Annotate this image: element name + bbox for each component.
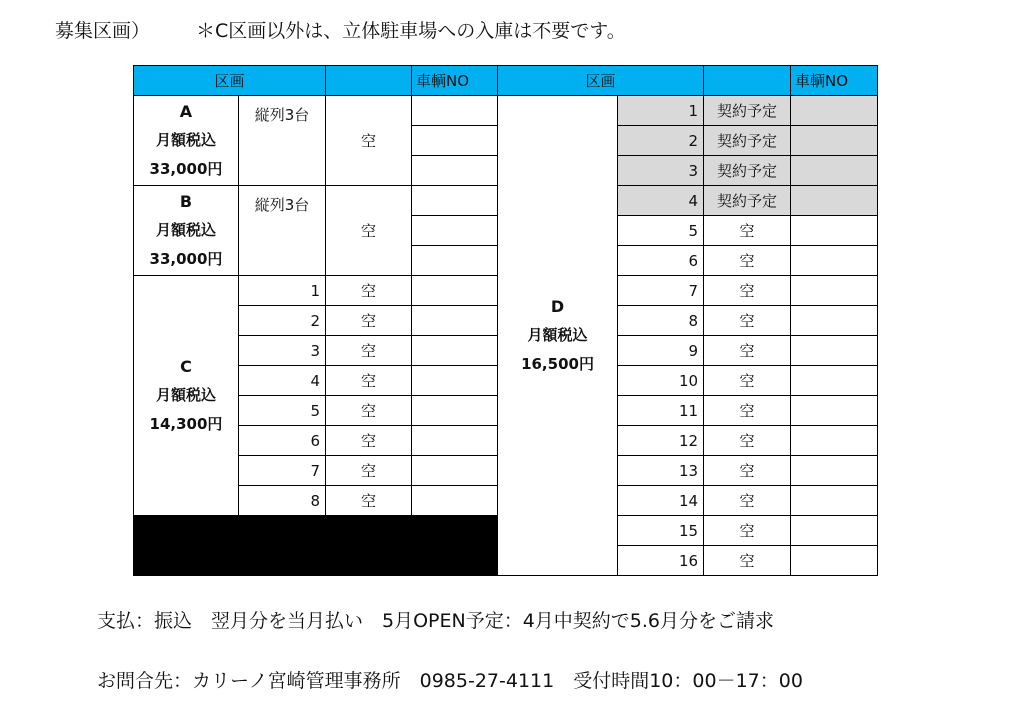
d-slot-status: 契約予定 <box>704 156 791 186</box>
vehicle-no-cell[interactable] <box>412 246 498 276</box>
d-slot-status: 契約予定 <box>704 126 791 156</box>
header-right-vehicle: 車輌NO <box>791 66 878 96</box>
vehicle-no-cell[interactable] <box>791 426 878 456</box>
heading-title: 募集区画） <box>55 20 151 42</box>
blocked-cell <box>412 546 498 576</box>
blocked-cell <box>326 516 412 546</box>
vehicle-no-cell[interactable] <box>791 306 878 336</box>
vehicle-no-cell[interactable] <box>791 456 878 486</box>
header-left-blank <box>326 66 412 96</box>
d-slot-number: 9 <box>618 336 704 366</box>
vehicle-no-cell[interactable] <box>791 366 878 396</box>
section-a-price-label: 月額税込 <box>155 131 216 149</box>
vehicle-no-cell[interactable] <box>791 96 878 126</box>
header-row <box>134 66 878 96</box>
c-slot-status: 空 <box>326 306 412 336</box>
c-slot-status: 空 <box>326 336 412 366</box>
section-b-letter: B <box>179 192 193 211</box>
section-d-price-label: 月額税込 <box>527 326 588 344</box>
blocked-cell <box>134 546 239 576</box>
parking-table <box>133 65 878 576</box>
vehicle-no-cell[interactable] <box>791 186 878 216</box>
vehicle-no-cell[interactable] <box>791 246 878 276</box>
section-b-status: 空 <box>326 186 412 276</box>
section-d-price: 16,500円 <box>521 355 594 373</box>
section-a-price: 33,000円 <box>149 160 223 178</box>
d-slot-number: 11 <box>618 396 704 426</box>
vehicle-no-cell[interactable] <box>791 276 878 306</box>
c-slot-status: 空 <box>326 426 412 456</box>
section-d-label <box>498 96 618 576</box>
section-b-price-label: 月額税込 <box>155 221 216 239</box>
c-slot-number: 7 <box>239 456 326 486</box>
d-slot-number: 15 <box>618 516 704 546</box>
section-b-price: 33,000円 <box>149 250 223 268</box>
d-slot-number: 16 <box>618 546 704 576</box>
vehicle-no-cell[interactable] <box>791 126 878 156</box>
vehicle-no-cell[interactable] <box>412 156 498 186</box>
d-slot-number: 6 <box>618 246 704 276</box>
d-slot-number: 4 <box>618 186 704 216</box>
c-slot-status: 空 <box>326 396 412 426</box>
c-slot-status: 空 <box>326 456 412 486</box>
d-slot-status: 空 <box>704 456 791 486</box>
vehicle-no-cell[interactable] <box>412 456 498 486</box>
blocked-cell <box>412 516 498 546</box>
d-slot-number: 8 <box>618 306 704 336</box>
c-slot-status: 空 <box>326 366 412 396</box>
vehicle-no-cell[interactable] <box>791 516 878 546</box>
c-slot-number: 6 <box>239 426 326 456</box>
vehicle-no-cell[interactable] <box>412 216 498 246</box>
d-slot-number: 2 <box>618 126 704 156</box>
vehicle-no-cell[interactable] <box>412 186 498 216</box>
d-slot-number: 5 <box>618 216 704 246</box>
section-b-type: 縦列3台 <box>239 186 326 276</box>
d-slot-status: 空 <box>704 246 791 276</box>
c-slot-number: 5 <box>239 396 326 426</box>
blocked-cell <box>326 546 412 576</box>
d-slot-status: 空 <box>704 396 791 426</box>
d-slot-number: 12 <box>618 426 704 456</box>
section-a-status: 空 <box>326 96 412 186</box>
c-slot-number: 8 <box>239 486 326 516</box>
d-slot-status: 空 <box>704 336 791 366</box>
header-left-vehicle: 車輌NO <box>412 66 498 96</box>
c-slot-status: 空 <box>326 486 412 516</box>
vehicle-no-cell[interactable] <box>791 216 878 246</box>
vehicle-no-cell[interactable] <box>791 486 878 516</box>
header-right-section: 区画 <box>498 66 704 96</box>
section-b-label <box>134 186 239 276</box>
vehicle-no-cell[interactable] <box>412 366 498 396</box>
c-slot-number: 1 <box>239 276 326 306</box>
section-a-label <box>134 96 239 186</box>
payment-note: 支払：振込 翌月分を当月払い 5月OPEN予定：4月中契約で5.6月分をご請求 <box>97 610 775 632</box>
d-slot-number: 13 <box>618 456 704 486</box>
vehicle-no-cell[interactable] <box>412 276 498 306</box>
contact-note: お問合先：カリーノ宮崎管理事務所 0985-27-4111 受付時間10：00－17：00 <box>97 670 803 692</box>
vehicle-no-cell[interactable] <box>412 306 498 336</box>
d-slot-number: 7 <box>618 276 704 306</box>
d-slot-number: 3 <box>618 156 704 186</box>
vehicle-no-cell[interactable] <box>412 336 498 366</box>
vehicle-no-cell[interactable] <box>412 396 498 426</box>
section-a-letter: A <box>179 102 193 121</box>
d-slot-status: 空 <box>704 306 791 336</box>
vehicle-no-cell[interactable] <box>412 96 498 126</box>
vehicle-no-cell[interactable] <box>412 426 498 456</box>
c-slot-number: 4 <box>239 366 326 396</box>
d-slot-status: 空 <box>704 276 791 306</box>
d-slot-status: 空 <box>704 486 791 516</box>
d-slot-status: 空 <box>704 516 791 546</box>
c-slot-status: 空 <box>326 276 412 306</box>
section-d-letter: D <box>550 297 565 316</box>
table-row <box>134 96 878 126</box>
d-slot-status: 契約予定 <box>704 186 791 216</box>
d-slot-status: 空 <box>704 366 791 396</box>
c-slot-number: 3 <box>239 336 326 366</box>
page-heading <box>55 16 626 43</box>
d-slot-status: 空 <box>704 426 791 456</box>
vehicle-no-cell[interactable] <box>791 396 878 426</box>
c-slot-number: 2 <box>239 306 326 336</box>
header-left-section: 区画 <box>134 66 326 96</box>
section-c-label <box>134 276 239 516</box>
vehicle-no-cell[interactable] <box>791 336 878 366</box>
d-slot-status: 契約予定 <box>704 96 791 126</box>
vehicle-no-cell[interactable] <box>412 486 498 516</box>
section-a-type: 縦列3台 <box>239 96 326 186</box>
section-c-price-label: 月額税込 <box>155 386 216 404</box>
d-slot-status: 空 <box>704 546 791 576</box>
d-slot-number: 1 <box>618 96 704 126</box>
blocked-cell <box>239 546 326 576</box>
d-slot-status: 空 <box>704 216 791 246</box>
vehicle-no-cell[interactable] <box>791 546 878 576</box>
heading-note: ＊C区画以外は、立体駐車場への入庫は不要です。 <box>196 20 626 42</box>
section-c-price: 14,300円 <box>149 415 223 433</box>
vehicle-no-cell[interactable] <box>412 126 498 156</box>
d-slot-number: 10 <box>618 366 704 396</box>
blocked-cell <box>134 516 239 546</box>
blocked-cell <box>239 516 326 546</box>
section-c-letter: C <box>180 357 192 376</box>
header-right-blank <box>704 66 791 96</box>
vehicle-no-cell[interactable] <box>791 156 878 186</box>
d-slot-number: 14 <box>618 486 704 516</box>
